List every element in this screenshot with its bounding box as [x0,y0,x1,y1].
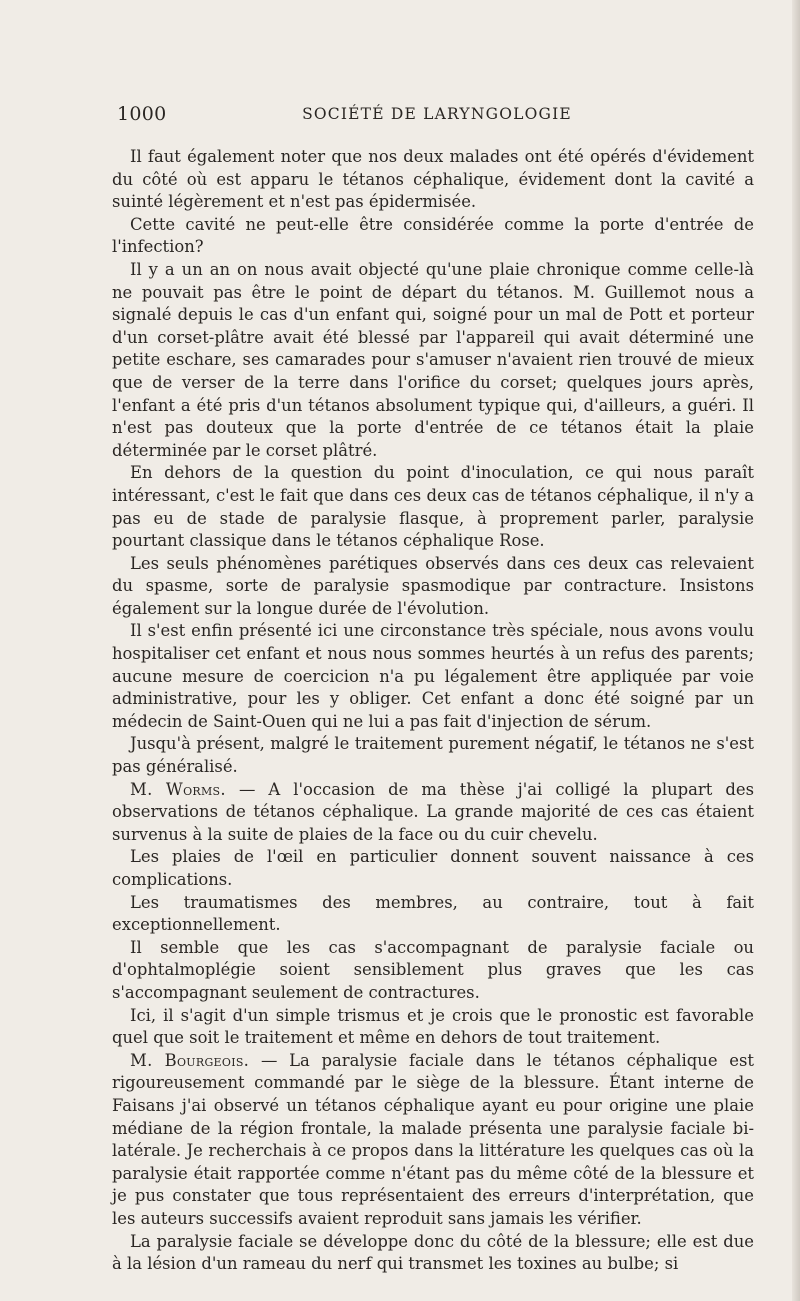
paragraph: La paralysie faciale se développe donc du côté de la blessure; elle est due à la lésion d'un rameau du nerf qui transmet les toxines au bulbe; si [112,1231,754,1274]
page-edge [792,0,800,1301]
paragraph: Les traumatismes des membres, au contraire, tout à fait exceptionnellement. [112,892,754,935]
paragraph: Ici, il s'agit d'un simple trismus et je crois que le pronostic est favorable quel que soit le traitement et même en dehors de tout traitement. [112,1005,754,1048]
paragraph: Les plaies de l'œil en particulier donnent souvent naissance à ces complications. [112,847,754,889]
paragraph: Il s'est enfin présenté ici une circonstance très spéciale, nous avons voulu hospitaliser cet enfant et nous nous sommes heurtés à un refus des parents; aucune mesure de coercicion n'a pu légalement être appliquée par voie administrative, pour les y obliger. Cet enfant a donc été soigné par un médecin de Saint-Ouen qui ne lui a pas fait d'injection de sérum. [112,621,754,731]
paragraph: Jusqu'à présent, malgré le traitement purement négatif, le tétanos ne s'est pas généralisé. [112,734,754,777]
running-title: SOCIÉTÉ DE LARYNGOLOGIE [302,105,572,123]
page-header [117,103,757,131]
paragraph: M. Bourgeois. — La paralysie faciale dans le tétanos céphalique est rigoureusement commandé par le siège de la blessure. Étant interne de Faisans j'ai observé un tétanos céphalique ayant eu pour origine une plaie médiane de la région frontale, la malade présenta une paralysie faciale bi-latérale. Je recherchais à ce propos dans la littérature les quelques cas où la paralysie était rapportée comme n'étant pas du même côté de la blessure et je pus constater que tous représentaient des erreurs d'interprétation, que les auteurs successifs avaient reproduit sans jamais les vérifier. [112,1050,754,1228]
speaker-name: M. Bourgeois. [130,1050,250,1070]
page-number: 1000 [117,103,167,125]
paragraph: Cette cavité ne peut-elle être considérée comme la porte d'entrée de l'infection? [112,214,754,257]
body-text [112,146,754,1276]
paragraph: En dehors de la question du point d'inoculation, ce qui nous paraît intéressant, c'est le fait que dans ces deux cas de tétanos céphalique, il n'y a pas eu de stade de paralysie flasque, à proprement parler, paralysie pourtant classique dans le tétanos céphalique Rose. [112,463,754,551]
paragraph: Il y a un an on nous avait objecté qu'une plaie chronique comme celle-là ne pouvait pas être le point de départ du tétanos. M. Guillemot nous a signalé depuis le cas d'un enfant qui, soigné pour un mal de Pott et porteur d'un corset-plâtre avait été blessé par l'appareil qui avait déterminé une petite eschare, ses camarades pour s'amuser n'avaient rien trouvé de mieux que de verser de la terre dans l'orifice du corset; quelques jours après, l'enfant a été pris d'un tétanos absolument typique qui, d'ailleurs, a guéri. Il n'est pas douteux que la porte d'entrée de ce tétanos était la plaie déterminée par le corset plâtré. [112,259,754,460]
paragraph: Il faut également noter que nos deux malades ont été opérés d'évidement du côté où est apparu le tétanos céphalique, évidement dont la cavité a suinté légèrement et n'est pas épidermisée. [112,147,754,212]
paragraph: Les seuls phénomènes parétiques observés dans ces deux cas relevaient du spasme, sorte de paralysie spasmodique par contracture. Insistons également sur la longue durée de l'évolution. [112,553,754,618]
paragraph: M. Worms. — A l'occasion de ma thèse j'ai colligé la plupart des observations de tétanos céphalique. La grande majorité de ces cas étaient survenus à la suite de plaies de la face ou du cuir chevelu. [112,779,754,844]
speaker-name: M. Worms. [130,779,226,799]
paragraph: Il semble que les cas s'accompagnant de paralysie faciale ou d'ophtalmoplégie soient sensiblement plus graves que les cas s'accompagnant seulement de contractures. [112,937,754,1002]
